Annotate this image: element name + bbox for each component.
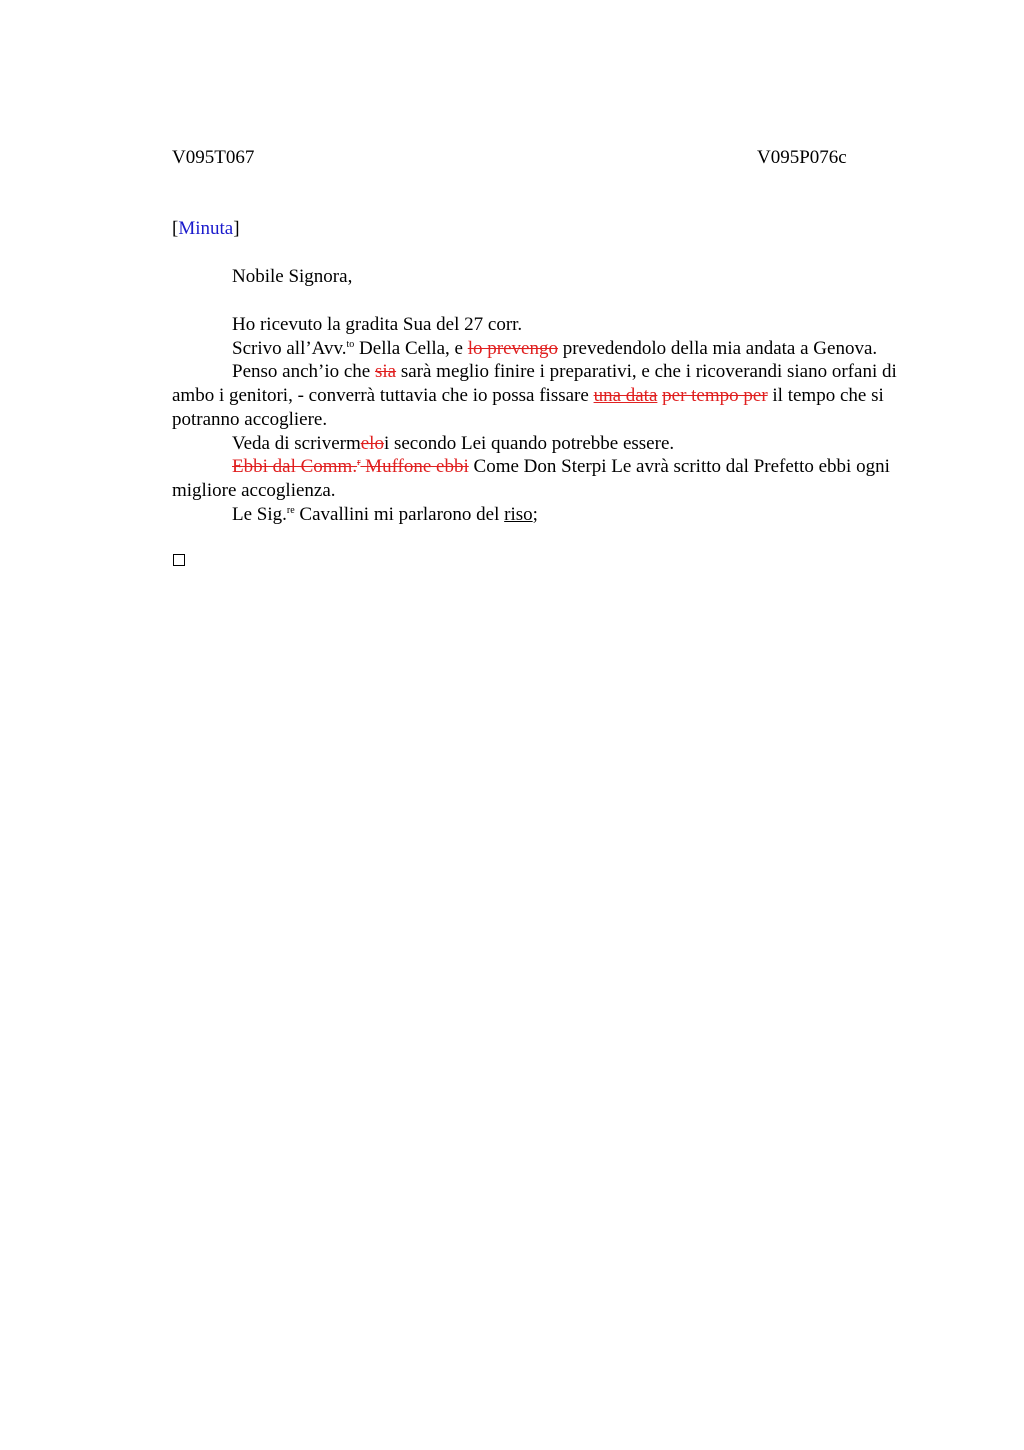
paragraph-6-text-2: Cavallini mi parlarono del [294, 503, 505, 525]
paragraph-6-text-1: Le Sig. [232, 503, 287, 525]
deleted-text: Ebbi dal Comm. [232, 456, 358, 478]
deleted-text: sia [374, 361, 397, 383]
close-bracket: ] [233, 218, 240, 239]
deleted-superscript: r [357, 457, 361, 469]
paragraph-2-text-2: Della Cella, e [354, 337, 468, 359]
deleted-text: Muffone ebbi [360, 456, 469, 478]
paragraph-3 [172, 360, 914, 431]
paragraph-1-text: Ho ricevuto la gradita Sua del 27 corr. [232, 314, 523, 335]
paragraph-5 [172, 455, 914, 502]
minuta-label [172, 217, 240, 241]
superscript-abbrev: re [286, 504, 295, 516]
paragraph-4 [172, 432, 914, 456]
paragraph-3-text-3: il tempo che si potranno accogliere. [172, 385, 884, 430]
superscript-abbrev: to [346, 338, 355, 350]
paragraph-6 [172, 503, 914, 527]
salutation: Nobile Signora, [232, 266, 353, 287]
paragraph-2 [172, 337, 914, 361]
paragraph-3-text-2: sarà meglio finire i preparativi, e che i ricoverandi siano orfani di ambo i genitori, - converrà tuttavia che io possa fissare [172, 361, 897, 407]
document-code-right: V095P076c [757, 147, 847, 168]
document-code-left: V095T067 [172, 147, 255, 168]
minuta-text: Minuta [178, 218, 234, 239]
open-bracket: [ [172, 218, 179, 239]
paragraph-1 [172, 313, 914, 337]
deleted-underlined-text: una data [593, 385, 658, 407]
paragraph-5-text-1: Come Don Sterpi Le avrà scritto dal Prefetto ebbi ogni migliore accoglienza. [172, 456, 890, 501]
paragraph-2-text-1: Scrivo all’Avv. [232, 337, 347, 359]
deleted-text: elo [360, 432, 384, 454]
paragraph-3-text-1: Penso anch’io che [232, 361, 375, 383]
letter-body [172, 313, 914, 526]
deleted-text: per tempo per [662, 385, 768, 407]
underlined-text: riso [504, 503, 533, 525]
paragraph-4-text-1: Veda di scriverm [232, 432, 361, 454]
paragraph-6-text-3: ; [532, 503, 538, 525]
paragraph-4-text-2: i secondo Lei quando potrebbe essere. [383, 432, 675, 454]
deleted-text: lo prevengo [467, 337, 558, 359]
paragraph-2-text-3: prevedendolo della mia andata a Genova. [557, 337, 878, 359]
empty-box-icon [173, 554, 185, 566]
